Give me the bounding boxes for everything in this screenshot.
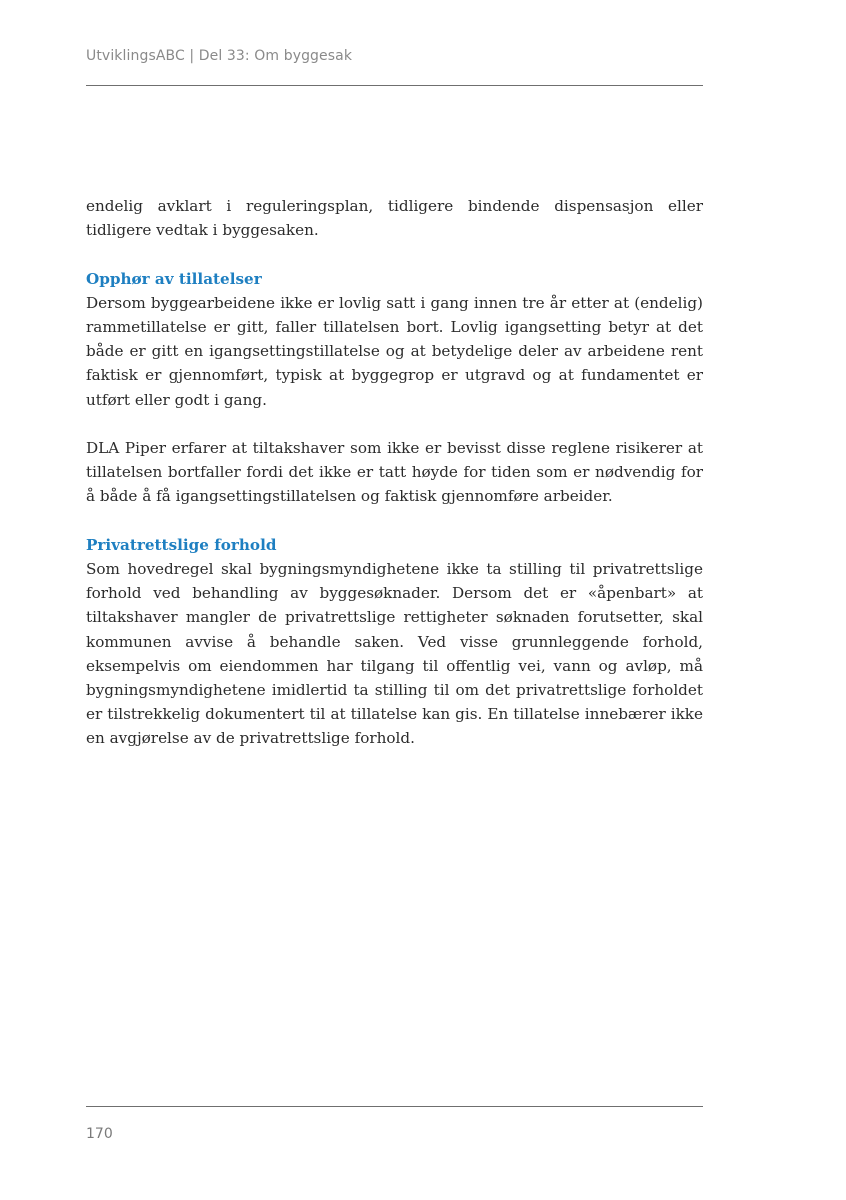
footer-divider [86,1106,703,1107]
section-heading-privatrettslige: Privatrettslige forhold [86,535,277,554]
section-privatrettslige-paragraph: Som hovedregel skal bygningsmyndighetene ikke ta stilling til privatrettslige forhold ved behandling av byggesøknader. Dersom det er «åpenbart» at tiltakshaver mangler de privatrettslige rettigheter søknaden forutsetter, skal kommunen avvise å behandle saken. Ved visse grunnleggende forhold, eksempelvis om eiendommen har tilgang til offentlig vei, vann og avløp, må bygningsmyndighetene imidlertid ta stilling til om det privatrettslige forholdet er tilstrekkelig dokumentert til at tillatelse kan gis. En tillatelse innebærer ikke en avgjørelse av de privatrettslige forhold. [86,560,703,748]
page-body [86,194,703,751]
section-opphor-paragraph-1: Dersom byggearbeidene ikke er lovlig satt i gang innen tre år etter at (endelig) rammetillatelse er gitt, faller tillatelsen bort. Lovlig igangsetting betyr at det både er gitt en igangsettingstillatelse og at betydelige deler av arbeidene rent faktisk er gjennomført, typisk at byggegrop er utgravd og at fundamentet er utført eller godt i gang. [86,293,703,409]
intro-paragraph: endelig avklart i reguleringsplan, tidligere bindende dispensasjon eller tidligere vedtak i byggesaken. [86,197,703,240]
section-heading-opphor: Opphør av tillatelser [86,269,262,288]
running-header: UtviklingsABC | Del 33: Om byggesak [86,48,353,64]
page-number: 170 [86,1126,113,1142]
section-opphor-paragraph-2: DLA Piper erfarer at tiltakshaver som ikke er bevisst disse reglene risikerer at tillatelsen bortfaller fordi det ikke er tatt høyde for tiden som er nødvendig for å både å få igangsettingstillatelsen og faktisk gjennomføre arbeider. [86,439,703,506]
header-divider [86,85,703,86]
